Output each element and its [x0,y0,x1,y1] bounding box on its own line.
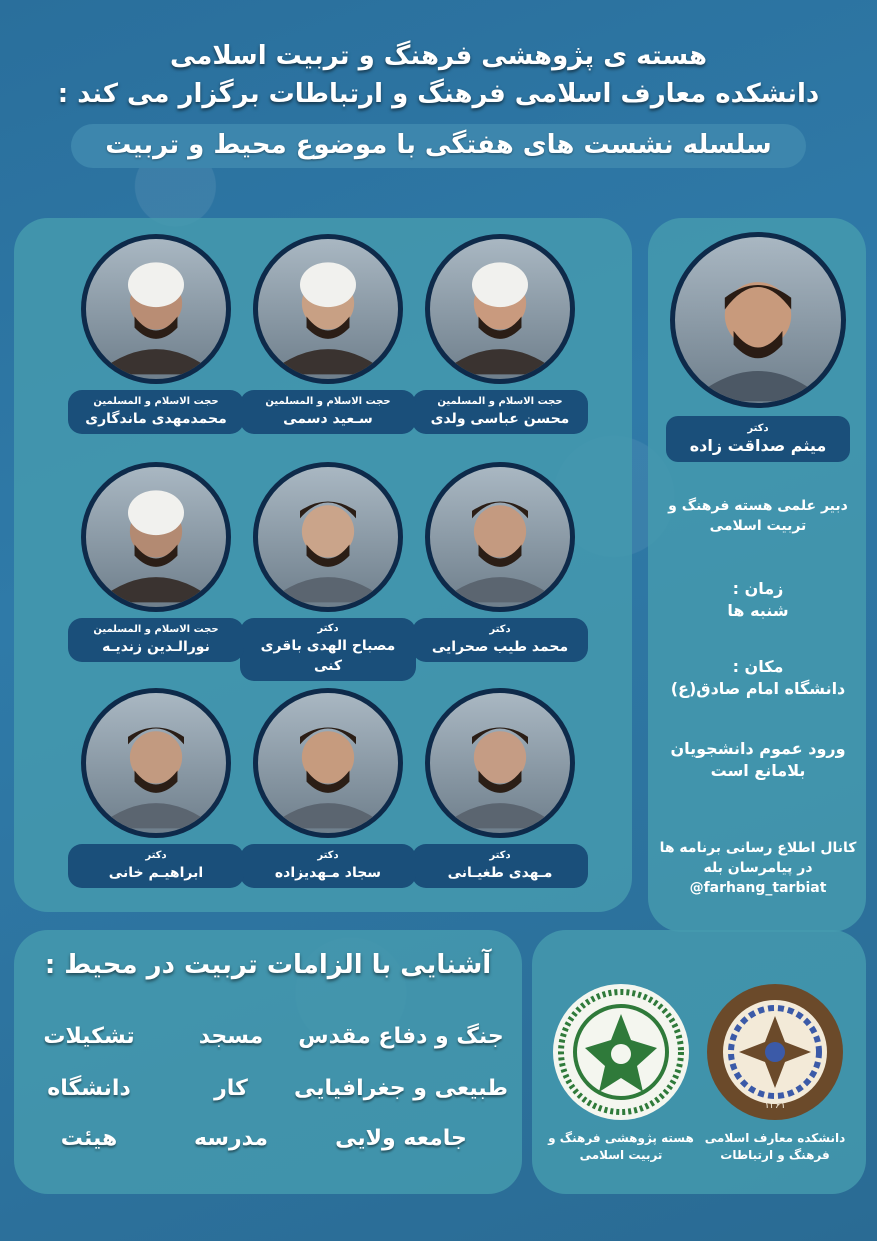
topic-item: جنگ و دفاع مقدس [298,1024,504,1049]
speaker-title: دکتر [489,849,511,861]
speaker-photo [81,462,231,612]
research-core-emblem-icon [551,982,691,1122]
person-icon [86,239,226,379]
speaker-photo [253,234,403,384]
speaker-nametag [240,618,416,681]
speaker-name: محمد طیب صحرایی [431,638,569,655]
speaker-title: حجت الاسلام و المسلمین [93,623,219,635]
main-speaker-name: میثم صداقت زاده [689,436,827,455]
main-speaker-photo [670,232,846,408]
speaker-card [412,462,588,662]
topic-item: طبیعی و جغرافیایی [293,1076,509,1101]
speaker-nametag [68,390,244,434]
speaker-photo [81,234,231,384]
speaker-name: محمدمهدی ماندگاری [85,410,227,427]
speaker-card [68,234,244,434]
speaker-nametag [68,618,244,662]
topics-title: آشنایی با الزامات تربیت در محیط : [44,950,492,980]
speaker-photo [81,688,231,838]
speaker-photo [253,688,403,838]
topic-item: دانشگاه [47,1076,131,1101]
faculty-logo [700,982,850,1164]
speaker-name: محسن عباسی ولدی [430,410,570,427]
topic-item: مدرسه [194,1126,268,1151]
faculty-emblem-icon [705,982,845,1122]
place-value: دانشگاه امام صادق(ع) [670,679,846,698]
person-icon [258,693,398,833]
speaker-card [240,234,416,434]
person-icon [258,467,398,607]
speaker-nametag [412,618,588,662]
person-icon [258,239,398,379]
speaker-nametag [240,844,416,888]
speaker-nametag [412,844,588,888]
faculty-caption: دانشکده معارف اسلامی فرهنگ و ارتباطات [704,1131,846,1162]
speaker-name: سجاد مـهدیزاده [274,864,382,881]
speaker-card [412,688,588,888]
speaker-card [240,688,416,888]
person-icon [430,693,570,833]
speaker-name: مصباح الهدی باقری کنی [260,638,396,674]
topic-item: جامعه ولایی [335,1126,467,1151]
channel-handle[interactable]: @farhang_tarbiat [689,880,827,896]
speaker-photo [425,462,575,612]
entry-note: ورود عموم دانشجویان بلامانع است [670,739,846,780]
topic-item: هیئت [60,1126,118,1151]
person-icon [86,467,226,607]
speaker-nametag [412,390,588,434]
speaker-title: دکتر [489,623,511,635]
time-label: زمان : [732,579,784,598]
speaker-name: ابراهیـم خانی [108,864,204,881]
header-line2: دانشکده معارف اسلامی فرهنگ و ارتباطات برگزار می کند : [57,79,820,109]
person-icon [86,693,226,833]
header [0,38,877,168]
logo-year: ۱۳۶۱ [764,1100,786,1111]
speaker-card [412,234,588,434]
topic-item: تشکیلات [43,1024,135,1049]
speaker-title: حجت الاسلام و المسلمین [93,395,219,407]
place-block [656,656,860,700]
speaker-photo [425,234,575,384]
speaker-nametag [240,390,416,434]
speaker-title: دکتر [317,849,339,861]
research-core-logo [546,982,696,1164]
channel-text: کانال اطلاع رسانی برنامه ها در پیامرسان بله [659,840,857,876]
speaker-card [68,688,244,888]
speaker-title: حجت الاسلام و المسلمین [265,395,391,407]
speaker-title: دکتر [145,849,167,861]
speaker-name: سـعید دسمی [283,410,373,427]
person-icon [430,239,570,379]
main-speaker [666,232,850,462]
place-label: مکان : [732,657,784,676]
speaker-title: حجت الاسلام و المسلمین [437,395,563,407]
speaker-card [68,462,244,662]
research-core-caption: هسته پژوهشی فرهنگ و تربیت اسلامی [548,1131,694,1162]
main-speaker-role: دبیر علمی هسته فرهنگ و تربیت اسلامی [668,498,848,534]
speaker-photo [425,688,575,838]
speaker-nametag [68,844,244,888]
header-line1: هسته ی پژوهشی فرهنگ و تربیت اسلامی [170,41,707,71]
time-value: شنبه ها [727,601,789,620]
speaker-name: نورالـدین زندیـه [102,638,210,655]
topic-item: مسجد [198,1024,264,1049]
speaker-card [240,462,416,681]
speaker-title: دکتر [317,623,339,634]
main-speaker-nametag [666,416,850,462]
time-block [656,578,860,622]
speaker-photo [253,462,403,612]
topic-item: کار [214,1076,248,1101]
channel-block [656,838,860,898]
person-icon [430,467,570,607]
main-speaker-title: دکتر [747,423,769,434]
person-icon [675,253,841,403]
series-title: سلسله نشست های هفتگی با موضوع محیط و تربیت [71,124,805,168]
speaker-name: مـهدی طغیـانی [447,864,553,881]
